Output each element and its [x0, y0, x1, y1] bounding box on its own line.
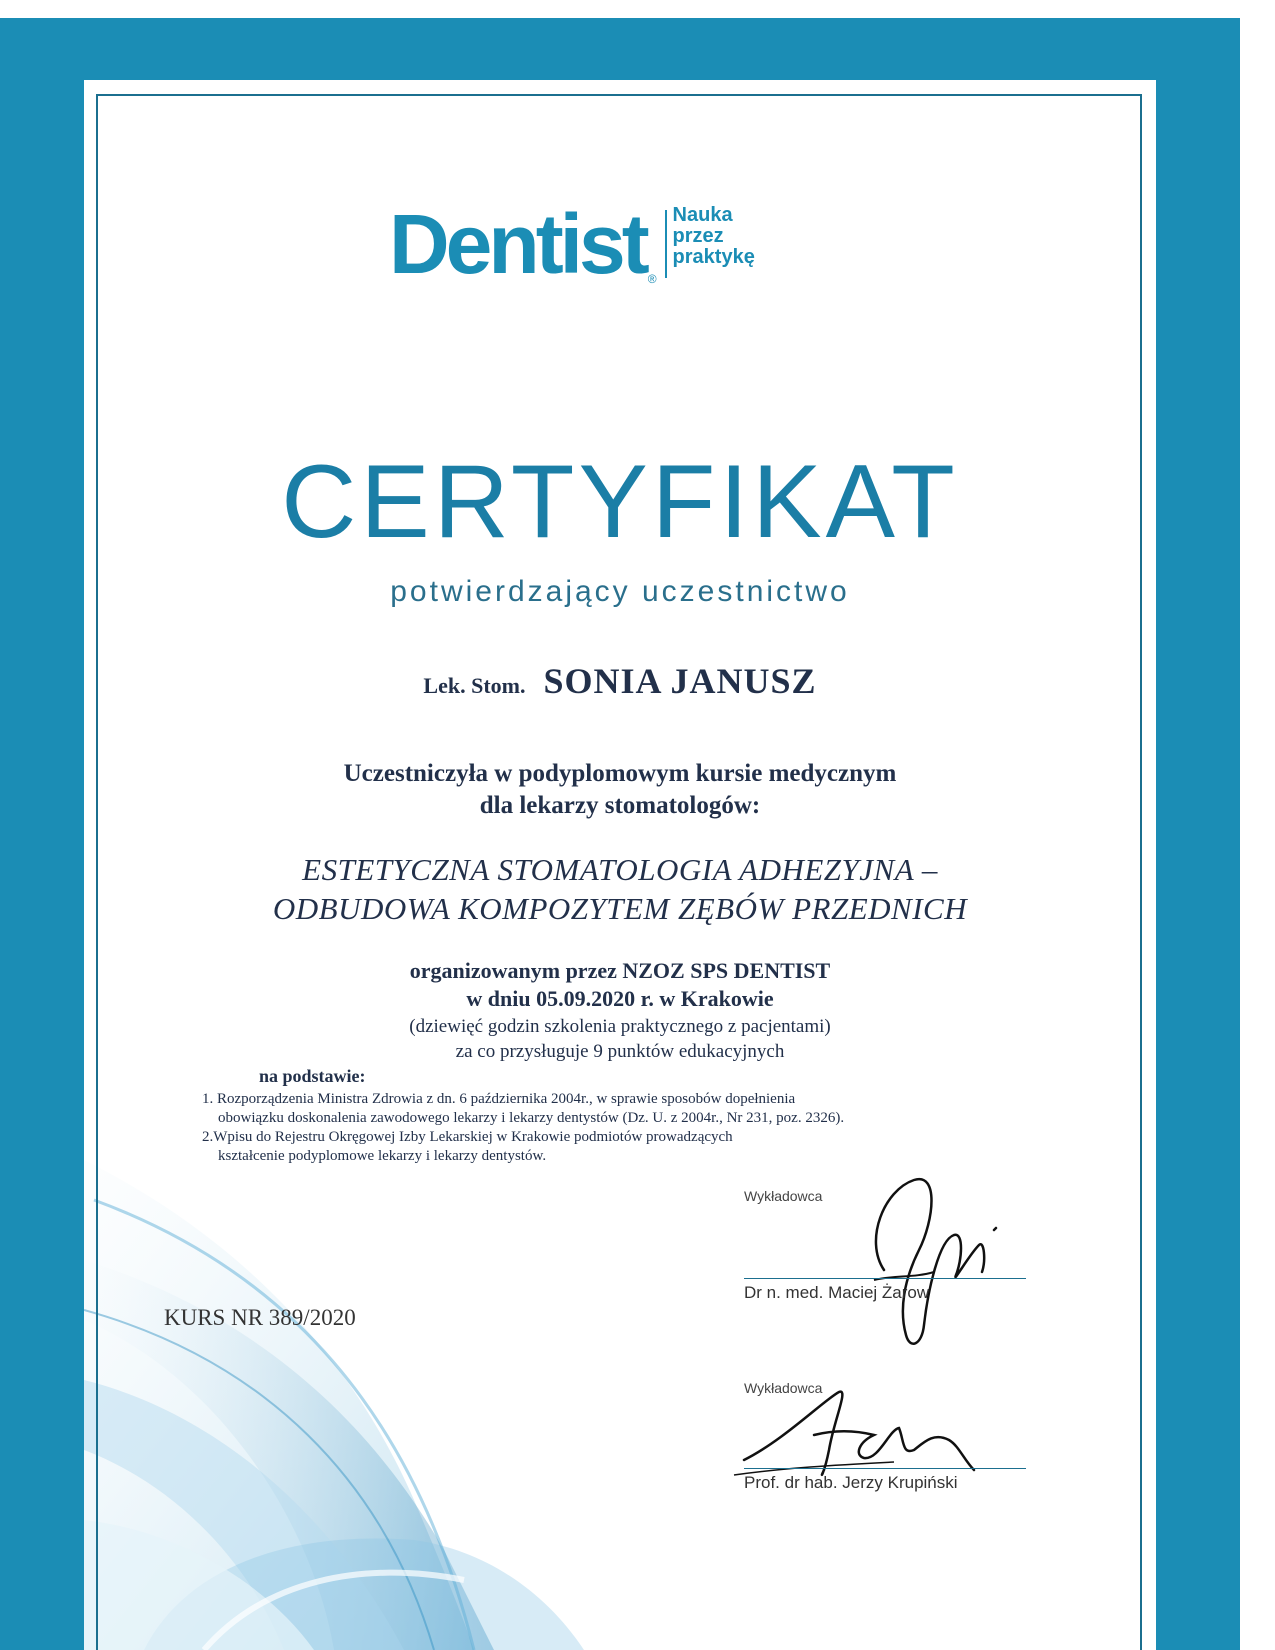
lecturer-1-name: Dr n. med. Maciej Żarow — [744, 1283, 930, 1302]
recipient-name: SONIA JANUSZ — [543, 661, 817, 701]
certificate-page — [84, 80, 1156, 1650]
participation-line-1: Uczestniczyła w podyplomowym kursie medycznym — [343, 760, 897, 787]
basis-heading: na podstawie: — [259, 1066, 366, 1086]
logo-tagline — [673, 205, 755, 268]
recipient-prefix: Lek. Stom. — [423, 673, 526, 698]
certificate-subtitle: potwierdzający uczestnictwo — [390, 575, 850, 608]
recipient — [84, 660, 1156, 702]
logo-wordmark: Dentist — [389, 197, 646, 291]
basis-item-1-cont: obowiązku doskonalenia zawodowego lekarzy i lekarzy dentystów (Dz. U. z 2004r., Nr 231, poz. 2326). — [218, 1110, 845, 1126]
points-line: za co przysługuje 9 punktów edukacyjnych — [455, 1041, 785, 1062]
registered-mark: ® — [647, 272, 657, 286]
logo-divider — [665, 210, 667, 278]
organizer-line: organizowanym przez NZOZ SPS DENTIST — [409, 958, 831, 983]
certificate-title: CERTYFIKAT — [281, 444, 959, 560]
training-hours-line: (dziewięć godzin szkolenia praktycznego z pacjentami) — [409, 1016, 831, 1037]
lecturer-1-signature — [844, 1160, 1024, 1360]
course-title-line-2: ODBUDOWA KOMPOZYTEM ZĘBÓW PRZEDNICH — [272, 891, 968, 926]
lecturer-2-signature-line — [744, 1468, 1026, 1469]
basis-item-2-cont: kształcenie podyplomowe lekarzy i lekarzy dentystów. — [218, 1148, 547, 1164]
basis-item-2: 2.Wpisu do Rejestru Okręgowej Izby Lekarskiej w Krakowie podmiotów prowadzących — [202, 1129, 733, 1145]
tagline-line-2: przez — [672, 225, 724, 247]
course-title-line-1: ESTETYCZNA STOMATOLOGIA ADHEZYJNA – — [302, 852, 938, 887]
date-location-line: w dniu 05.09.2020 r. w Krakowie — [466, 986, 774, 1011]
lecturer-1-signature-line — [744, 1278, 1026, 1279]
basis-item-1: 1. Rozporządzenia Ministra Zdrowia z dn. 6 października 2004r., w sprawie sposobów dopełnienia — [202, 1091, 796, 1107]
lecturer-2-name: Prof. dr hab. Jerzy Krupiński — [744, 1473, 958, 1492]
lecturer-2-label: Wykładowca — [744, 1380, 823, 1396]
participation-line-2: dla lekarzy stomatologów: — [479, 792, 761, 819]
tagline-line-3: praktykę — [672, 246, 755, 268]
tagline-line-1: Nauka — [672, 204, 733, 226]
course-number: KURS NR 389/2020 — [164, 1305, 356, 1330]
lecturer-1-label: Wykładowca — [744, 1188, 823, 1204]
dentist-logo — [389, 197, 755, 300]
legal-basis — [202, 1090, 1022, 1166]
